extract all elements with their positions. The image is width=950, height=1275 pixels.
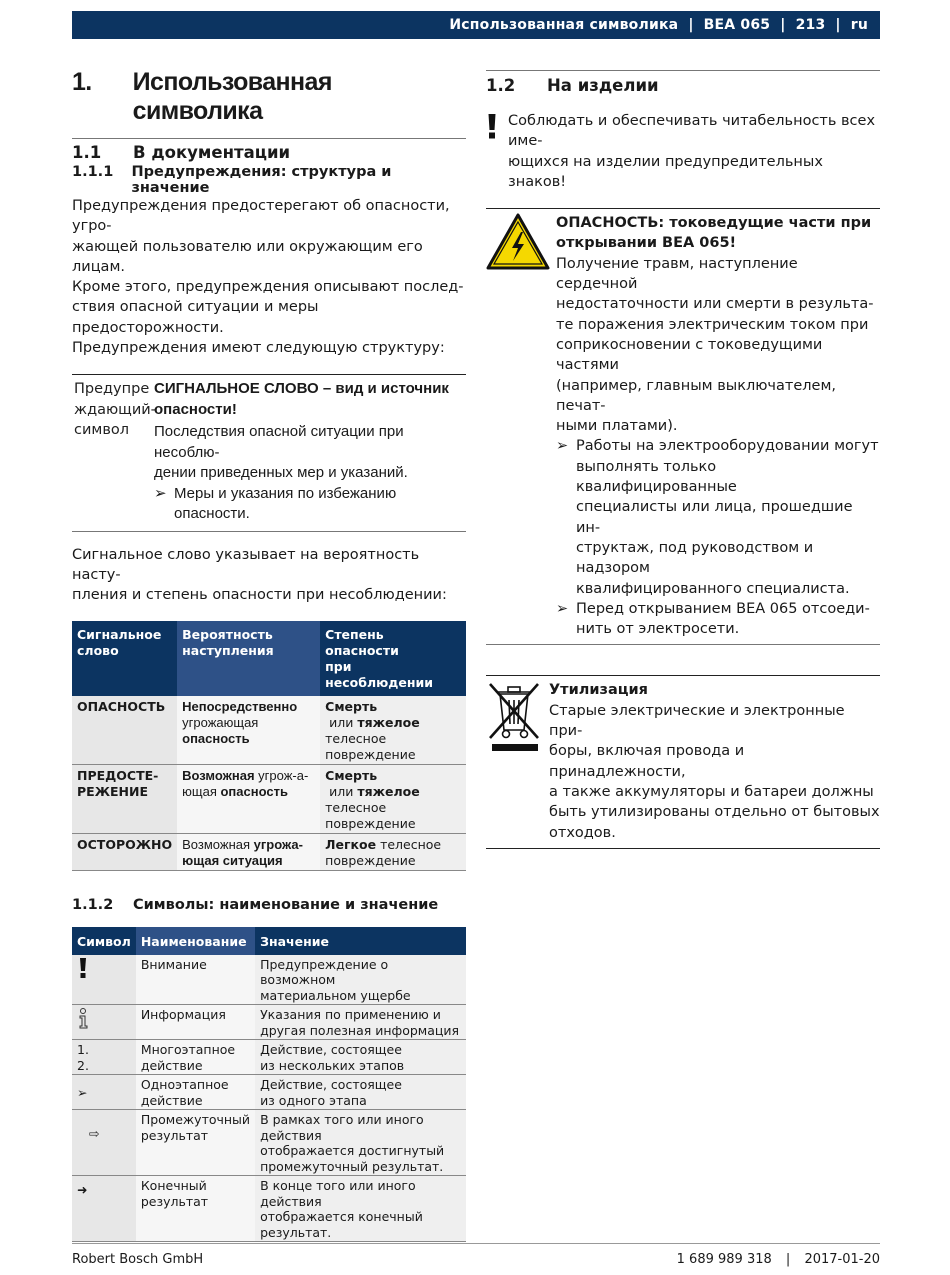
consequence-text [154,422,466,484]
disposal-text [549,680,880,842]
section-heading-1-1 [72,143,466,162]
cell-line: Одноэтапное [140,1077,229,1093]
text-line: отходов. [549,824,616,841]
symbol-cell [72,955,136,1005]
subsection-number: 1.1.1 [72,164,114,180]
cell-line: действие [140,1092,203,1108]
signal-word-line [154,379,466,420]
warning-signs-notice [486,111,880,192]
cell-line: действие [140,1057,203,1073]
section-number: 1.2 [486,76,516,95]
header-line: Сигнальное [77,626,162,642]
header-line: наступления [182,642,274,658]
text-line: Последствия опасной ситуации при несоблю- [154,423,404,461]
signal-word-table [72,621,466,871]
right-column [486,60,880,849]
meaning-cell [255,1075,466,1110]
name-cell [136,1110,255,1176]
header-line: Вероятность [182,626,273,642]
symbol-cell [72,1075,136,1110]
cell-line: результат [140,1127,209,1143]
header-separator: | [688,17,694,33]
table-row [72,1176,466,1242]
warning-structure-box [72,374,466,532]
meaning-cell [255,1040,466,1075]
cell-text: телесное [376,836,442,852]
column-header-severity [320,621,466,696]
section-title: На изделии [547,76,659,95]
probability-cell [177,764,320,833]
subsection-number: 1.1.2 [72,896,114,913]
exclamation-icon [486,111,508,192]
cell-line: промежуточный результат. [260,1158,444,1174]
danger-title-line: ОПАСНОСТЬ: токоведущие части при [556,215,872,232]
label-line: ждающий- [74,401,156,418]
text-line: ствия опасной ситуации и меры предосторожности. [72,299,319,336]
crossed-bin-icon [486,680,549,842]
cell-line: В рамках того или иного действия [260,1112,424,1143]
signal-word-cell [72,764,177,833]
severity-cell [320,696,466,765]
bold-arrow-icon: ➜ [77,1182,88,1198]
name-cell [136,1005,255,1040]
subsection-title: Предупреждения: структура и значение [131,164,392,196]
header-language: ru [850,17,868,33]
numbered-steps-symbol: 1. [77,1042,89,1058]
signal-word-paragraph [72,545,466,606]
cell-line: РЕЖЕНИЕ [77,783,149,799]
cell-text: тяжелое [357,714,420,730]
cell-line: отображается конечный результат. [260,1209,423,1240]
danger-warning-box [486,208,880,645]
cell-text: опасность [182,730,250,746]
symbols-table [72,927,466,1243]
cell-line: Внимание [140,956,207,972]
table-row [72,696,466,765]
arrowhead-icon: ➢ [77,1085,88,1101]
cell-text: ющая ситуация [182,852,283,868]
text-line: быть утилизированы отдельно от бытовых [549,804,880,821]
text-line: пления и степень опасности при несоблюдении: [72,587,447,604]
meaning-cell [255,1005,466,1040]
subsection-heading-1-1-1 [72,164,466,196]
cell-text: повреждение [325,852,416,868]
text-line: ными платами). [556,418,678,435]
cell-line: Конечный [140,1178,207,1194]
footer-doc-info [677,1252,880,1267]
cell-text: угрожа- [253,836,303,852]
table-row [72,833,466,870]
text-line: СИГНАЛЬНОЕ СЛОВО – вид и источник [154,380,449,398]
table-row [72,1005,466,1040]
cell-line: из нескольких этапов [260,1057,405,1073]
cell-text: угрожающая [182,714,259,730]
text-line: боры, включая провода и принадлежности, [549,743,745,780]
text-line: опасности! [154,400,237,418]
warning-structure-content [154,379,466,525]
header-separator: | [780,17,786,33]
text-line: (например, главным выключателем, печат- [556,377,836,414]
table-header-row [72,927,466,955]
table-row [72,764,466,833]
header-page-number: 213 [795,17,826,33]
severity-cell [320,764,466,833]
column-header-probability [177,621,320,696]
cell-line: Предупреждение о возможном [260,956,389,988]
column-header-meaning: Значение [255,927,466,955]
name-cell [136,1075,255,1110]
cell-line: Действие, состоящее [260,1077,402,1093]
table-row [72,955,466,1005]
danger-measure-item [556,599,880,640]
name-cell [136,1040,255,1075]
numbered-steps-symbol: 2. [77,1057,89,1073]
meaning-cell [255,955,466,1005]
left-column [72,60,466,1242]
page-header [72,11,880,39]
meaning-cell [255,1176,466,1242]
probability-cell [177,833,320,870]
table-header-row [72,621,466,696]
cell-line: ОСТОРОЖНО [77,836,173,852]
text-line: недостаточности или смерти в результа- [556,296,874,313]
exclamation-icon [77,957,89,979]
text-line: жающей пользователю или окружающим его лицам. [72,238,423,275]
text-line: нить от электросети. [576,621,740,638]
subsection-title: Символы: наименование и значение [133,896,439,913]
text-line: Кроме этого, предупреждения описывают послед- [72,279,464,296]
meaning-cell [255,1110,466,1176]
cell-text: телесное повреждение [325,730,416,762]
cell-text: Смерть [325,698,378,714]
text-line: Сигнальное слово указывает на вероятность насту- [72,546,420,584]
chapter-title: Использованная символика [132,68,332,125]
label-line: символ [74,422,130,439]
text-line: дении приведенных мер и указаний. [154,464,408,482]
header-line: Степень опасности [325,626,399,658]
cell-text: Легкое [325,836,377,852]
text-line: структаж, под руководством и надзором [576,539,814,577]
cell-text: Непосредственно [182,698,298,714]
cell-text: тяжелое [357,783,420,799]
arrowhead-icon: ➢ [556,600,569,617]
column-header-symbol: Символ [72,927,136,955]
text-line: квалифицированного специалиста. [576,580,850,597]
symbol-cell [72,1040,136,1075]
disposal-title: Утилизация [549,682,648,699]
table-row [72,1110,466,1176]
signal-word-cell [72,833,177,870]
arrowhead-icon: ➢ [556,438,569,455]
cell-text: ющая [182,783,221,799]
cell-line: В конце того или иного действия [260,1178,416,1209]
cell-line: Указания по применению и [260,1007,441,1023]
header-line: при несоблюдении [325,658,434,690]
warning-symbol-label [72,379,154,525]
cell-line: Информация [140,1007,226,1023]
text-line: Получение травм, наступление сердечной [556,255,798,293]
text-line: Предупреждения имеют следующую структуру: [72,340,445,357]
text-line: соприкосновении с токоведущими частями [556,336,823,374]
table-row [72,1075,466,1110]
cell-line: из одного этапа [260,1092,367,1108]
high-voltage-warning-icon [486,213,556,639]
chapter-number: 1. [72,68,92,96]
header-product: BEA 065 [703,17,771,33]
footer-doc-number: 1 689 989 318 [676,1252,772,1267]
measure-item [154,484,466,525]
danger-text [556,213,880,639]
danger-title-line: открывании BEA 065! [556,235,737,252]
label-line: Предупре [74,381,150,398]
cell-text: или [325,783,358,799]
text-line: Перед открыванием BEA 065 отсоеди- [576,600,870,617]
text-line: специалисты или лица, прошедшие ин- [576,499,853,536]
section-heading-1-2 [486,70,880,95]
notice-text [508,111,880,192]
header-line: слово [77,642,119,658]
cell-text: телесное повреждение [325,799,416,831]
cell-text: или [325,714,358,730]
outline-arrow-icon: ⇨ [89,1126,100,1142]
symbol-cell [72,1005,136,1040]
text-line: Работы на электрооборудовании могут [576,438,879,455]
text-line: те поражения электрическим током при [556,316,869,333]
column-header-signal-word [72,621,177,696]
text-line: Соблюдать и обеспечивать читабельность всех име- [508,113,876,150]
text-line: Старые электрические и электронные при- [549,702,845,740]
severity-cell [320,833,466,870]
symbol-cell [72,1110,136,1176]
name-cell [136,955,255,1005]
text-line: а также аккумуляторы и батареи должны [549,783,874,800]
intro-paragraph [72,196,466,358]
footer-date: 2017-01-20 [804,1252,880,1267]
cell-text: Смерть [325,767,378,783]
cell-text: Возможная [182,767,255,783]
cell-line: Промежуточный [140,1112,251,1128]
text-line: ющихся на изделии предупредительных знаков! [508,153,823,190]
cell-line: материальном ущербе [260,987,411,1003]
subsection-heading-1-1-2 [72,897,466,913]
table-row [72,1040,466,1075]
signal-word-cell [72,696,177,765]
measure-text: Меры и указания по избежанию опасности. [174,484,397,523]
danger-measure-item [556,436,880,598]
disposal-box [486,675,880,848]
section-number: 1.1 [72,143,102,162]
name-cell [136,1176,255,1242]
section-title: В документации [133,143,291,162]
cell-text: опасность [220,783,288,799]
cell-line: отображается достигнутый [260,1143,445,1159]
cell-line: Многоэтапное [140,1042,236,1058]
page-footer [72,1243,880,1267]
column-header-name: Наименование [136,927,255,955]
chapter-heading [72,60,466,139]
cell-line: результат [140,1193,209,1209]
text-line: выполнять только квалифицированные [576,458,737,496]
arrowhead-icon: ➢ [154,484,167,502]
symbol-cell [72,1176,136,1242]
header-section: Использованная символика [449,17,679,33]
cell-text: угрож-а- [254,767,309,783]
footer-separator: | [785,1252,791,1267]
cell-line: ОПАСНОСТЬ [77,698,166,714]
header-separator: | [835,17,841,33]
info-icon [77,1007,91,1029]
cell-line: Действие, состоящее [260,1042,402,1058]
cell-line: другая полезная информация [260,1022,460,1038]
footer-company: Robert Bosch GmbH [72,1252,204,1267]
text-line: Предупреждения предостерегают об опасности, угро- [72,198,450,235]
cell-text: Возможная [182,836,254,852]
cell-line: ПРЕДОСТЕ- [77,767,159,783]
probability-cell [177,696,320,765]
